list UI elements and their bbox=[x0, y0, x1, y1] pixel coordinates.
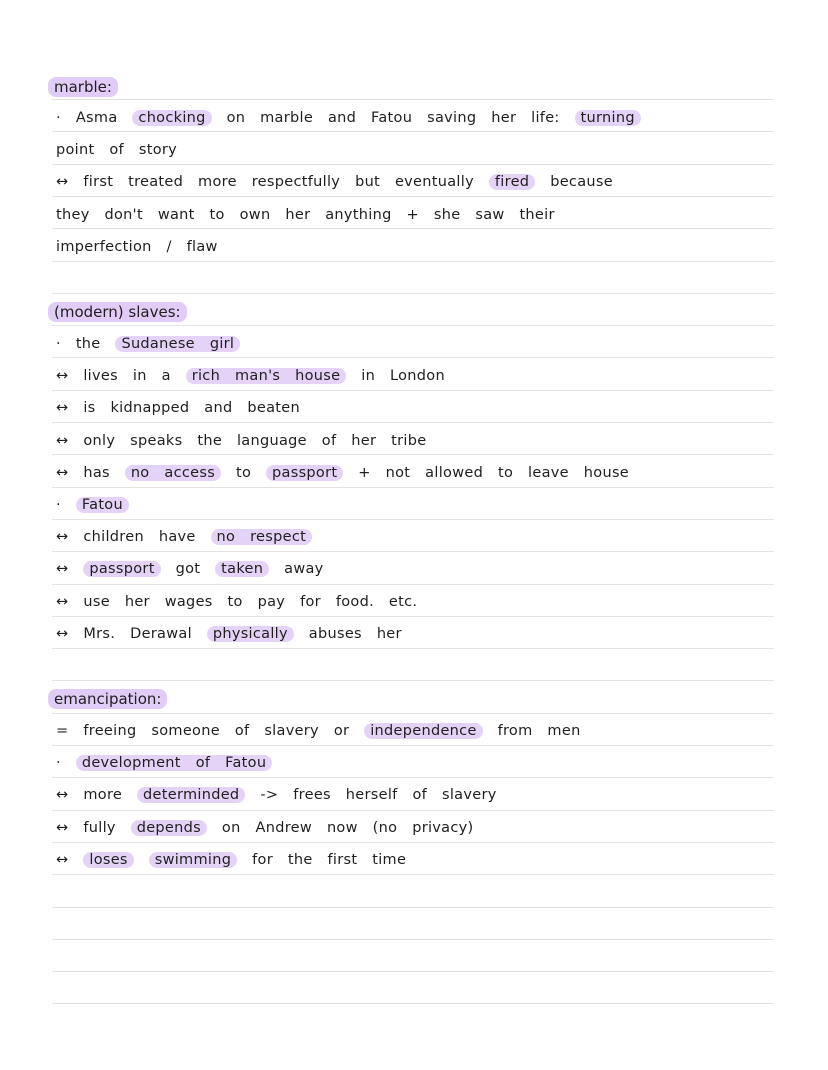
note-text: in London bbox=[346, 368, 445, 385]
note-text: ↔ is kidnapped and beaten bbox=[56, 400, 300, 417]
ruled-line bbox=[52, 874, 774, 875]
note-line bbox=[56, 140, 786, 160]
highlighted-text: depends bbox=[131, 820, 207, 836]
highlighted-text: passport bbox=[83, 561, 160, 577]
ruled-line bbox=[52, 680, 774, 681]
note-text: from men bbox=[482, 723, 581, 739]
note-text: · the bbox=[56, 336, 116, 352]
highlighted-text: Sudanese girl bbox=[115, 336, 240, 352]
note-line bbox=[56, 818, 786, 838]
highlighted-text: independence bbox=[364, 723, 482, 739]
note-text: ↔ bbox=[56, 561, 84, 578]
ruled-line bbox=[52, 810, 774, 811]
highlighted-text: no access bbox=[125, 465, 221, 481]
highlighted-text: determinded bbox=[137, 787, 245, 803]
ruled-line bbox=[52, 293, 774, 294]
note-line bbox=[56, 108, 786, 128]
note-text: they don't want to own her anything + she saw their bbox=[56, 206, 555, 223]
heading-marble bbox=[48, 77, 118, 97]
heading-slaves bbox=[48, 302, 187, 322]
note-line bbox=[56, 624, 786, 644]
note-text: + not allowed to leave house bbox=[343, 464, 630, 481]
ruled-line bbox=[52, 745, 774, 746]
ruled-line bbox=[52, 390, 774, 391]
ruled-line bbox=[52, 325, 774, 326]
note-text: · bbox=[56, 755, 76, 772]
ruled-line bbox=[52, 454, 774, 455]
ruled-line bbox=[52, 1003, 774, 1004]
note-line bbox=[56, 431, 786, 451]
note-text: ↔ use her wages to pay for food. etc. bbox=[56, 593, 418, 610]
ruled-line bbox=[52, 261, 774, 262]
ruled-line bbox=[52, 487, 774, 488]
highlighted-text: no respect bbox=[211, 529, 313, 545]
note-line bbox=[56, 592, 786, 612]
highlighted-text: rich man's house bbox=[186, 368, 347, 384]
note-line bbox=[56, 785, 786, 805]
note-text: abuses her bbox=[293, 625, 402, 642]
highlighted-text: physically bbox=[207, 626, 294, 642]
note-line bbox=[56, 463, 786, 483]
ruled-line bbox=[52, 551, 774, 552]
note-text: ↔ has bbox=[56, 464, 125, 481]
highlighted-text: turning bbox=[575, 110, 641, 126]
highlighted-text: fired bbox=[489, 174, 535, 190]
heading-marble-text: marble: bbox=[48, 77, 118, 97]
highlighted-text: loses bbox=[83, 852, 133, 868]
ruled-line bbox=[52, 99, 774, 100]
note-text: on Andrew now (no privacy) bbox=[207, 819, 474, 836]
ruled-line bbox=[52, 713, 774, 714]
ruled-line bbox=[52, 519, 774, 520]
note-text: -> frees herself of slavery bbox=[245, 787, 497, 804]
ruled-line bbox=[52, 131, 774, 132]
ruled-line bbox=[52, 164, 774, 165]
note-line bbox=[56, 366, 786, 386]
ruled-line bbox=[52, 971, 774, 972]
note-line bbox=[56, 559, 786, 579]
highlighted-text: taken bbox=[215, 561, 269, 577]
note-line bbox=[56, 850, 786, 870]
note-text: ↔ only speaks the language of her tribe bbox=[56, 432, 427, 449]
note-line bbox=[56, 237, 786, 257]
ruled-line bbox=[52, 648, 774, 649]
ruled-line bbox=[52, 196, 774, 197]
highlighted-text: development of Fatou bbox=[76, 755, 273, 771]
ruled-line bbox=[52, 616, 774, 617]
note-line bbox=[56, 527, 786, 547]
heading-emancipation bbox=[48, 689, 167, 709]
ruled-line bbox=[52, 842, 774, 843]
note-text: imperfection / flaw bbox=[56, 238, 218, 255]
ruled-line bbox=[52, 422, 774, 423]
ruled-line bbox=[52, 357, 774, 358]
ruled-line bbox=[52, 939, 774, 940]
note-text: ↔ Mrs. Derawal bbox=[56, 625, 207, 642]
heading-slaves-text: (modern) slaves: bbox=[48, 302, 187, 322]
note-text: point of story bbox=[56, 142, 178, 159]
note-text: for the first time bbox=[237, 851, 407, 868]
ruled-line bbox=[52, 777, 774, 778]
note-text: ↔ first treated more respectfully but eventually bbox=[56, 174, 489, 191]
note-text: away bbox=[269, 561, 324, 578]
note-text: ↔ children have bbox=[56, 529, 211, 546]
note-text: · Asma bbox=[56, 110, 133, 126]
ruled-line bbox=[52, 584, 774, 585]
note-line bbox=[56, 172, 786, 192]
note-line bbox=[56, 398, 786, 418]
note-text: ↔ fully bbox=[56, 819, 131, 836]
note-line bbox=[56, 495, 786, 515]
note-line bbox=[56, 205, 786, 225]
highlighted-text: swimming bbox=[149, 852, 238, 868]
note-line bbox=[56, 753, 786, 773]
note-line bbox=[56, 334, 786, 354]
heading-emancipation-text: emancipation: bbox=[48, 689, 167, 709]
note-text: ↔ bbox=[56, 851, 84, 868]
ruled-line bbox=[52, 228, 774, 229]
note-text: = freeing someone of slavery or bbox=[56, 723, 365, 739]
note-text: ↔ lives in a bbox=[56, 368, 186, 385]
note-text: on marble and Fatou saving her life: bbox=[211, 110, 575, 126]
highlighted-text: chocking bbox=[132, 110, 211, 126]
note-text: because bbox=[535, 174, 613, 191]
note-text: to bbox=[221, 464, 267, 481]
note-text: ↔ more bbox=[56, 787, 138, 804]
ruled-line bbox=[52, 907, 774, 908]
note-text: got bbox=[160, 561, 216, 578]
highlighted-text: Fatou bbox=[76, 497, 129, 513]
note-line bbox=[56, 721, 786, 741]
highlighted-text: passport bbox=[266, 465, 343, 481]
note-text bbox=[134, 852, 149, 868]
note-text: · bbox=[56, 497, 76, 513]
